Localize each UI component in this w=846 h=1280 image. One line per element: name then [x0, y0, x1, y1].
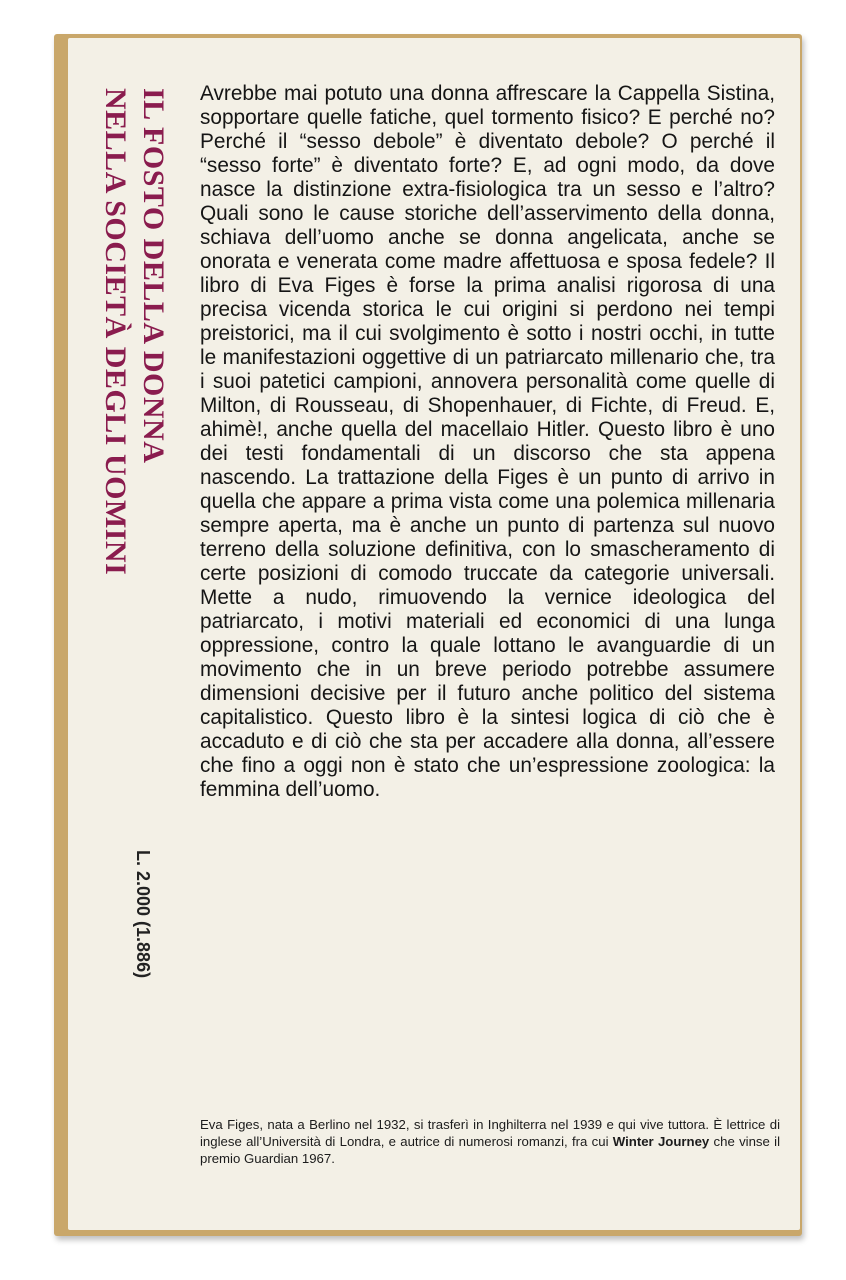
blurb-text: Avrebbe mai potuto una donna affrescare la Cappella Sistina, sopportare quelle fatiche, quel tormento fisico? E perché no? Perché il “sesso debole” è diventato debole? O perché il “sesso forte” è diventato forte? E, ad ogni modo, da dove nasce la distinzione extra-fisiologica tra un sesso e l’altro? Quali sono le cause storiche dell’asservimento della donna, schiava dell’uomo anche se donna angelicata, anche se onorata e venerata come madre affettuosa e sposa fedele? Il libro di Eva Figes è forse la prima analisi rigorosa di una precisa vicenda storica le cui origini si perdono nei tempi preistorici, ma il cui svolgimento è sotto i nostri occhi, in tutte le manifestazioni oggettive di un patriarcato millenario che, tra i suoi patetici campioni, annovera personalità come quelle di Milton, di Rousseau, di Shopenhauer, di Fichte, di Freud. E, ahimè!, anche quella del macellaio Hitler. Questo libro è uno dei testi fondamentali di un discorso che sta appena nascendo. La trattazione della Figes è un punto di arrivo in quella che appare a prima vista come una polemica millenaria sempre aperta, ma è anche un punto di partenza sul nuovo terreno della soluzione definitiva, con lo smascheramento di certe posizioni di comodo truccate da categorie universali. Mette a nudo, rimuovendo la vernice ideologica del patriarcato, i motivi materiali ed economici di una lunga oppressione, contro la quale lottano le avanguardie di un movimento che in un breve periodo potrebbe assumere dimensioni decisive per il futuro anche politico del sistema capitalistico. Questo libro è la sintesi logica di ciò che è accaduto e di ciò che sta per accadere alla donna, all’essere che fino a oggi non è stato che un’espressione zoologica: la femmina dell’uomo.: [200, 82, 775, 801]
author-bio-text-2: che vinse il premio Guardian 1967.: [200, 1134, 780, 1166]
spine-title: [96, 88, 172, 575]
spine-title-line-2: NELLA SOCIETÀ DEGLI UOMINI: [99, 88, 132, 576]
spine-title-line-1: IL FOSTO DELLA DONNA: [137, 88, 170, 464]
author-bio-text-1: Eva Figes, nata a Berlino nel 1932, si trasferì in Inghilterra nel 1939 e qui vive tuttora. È lettrice di inglese all’Università di Londra, e autrice di numerosi romanzi, fra cui: [200, 1117, 780, 1149]
book-back-cover: [54, 34, 802, 1236]
author-bio-book-title: Winter Journey: [612, 1134, 710, 1149]
price-label: L. 2.000 (1.886): [133, 850, 153, 979]
author-bio: [200, 1116, 780, 1167]
cover-surface: [68, 38, 800, 1230]
